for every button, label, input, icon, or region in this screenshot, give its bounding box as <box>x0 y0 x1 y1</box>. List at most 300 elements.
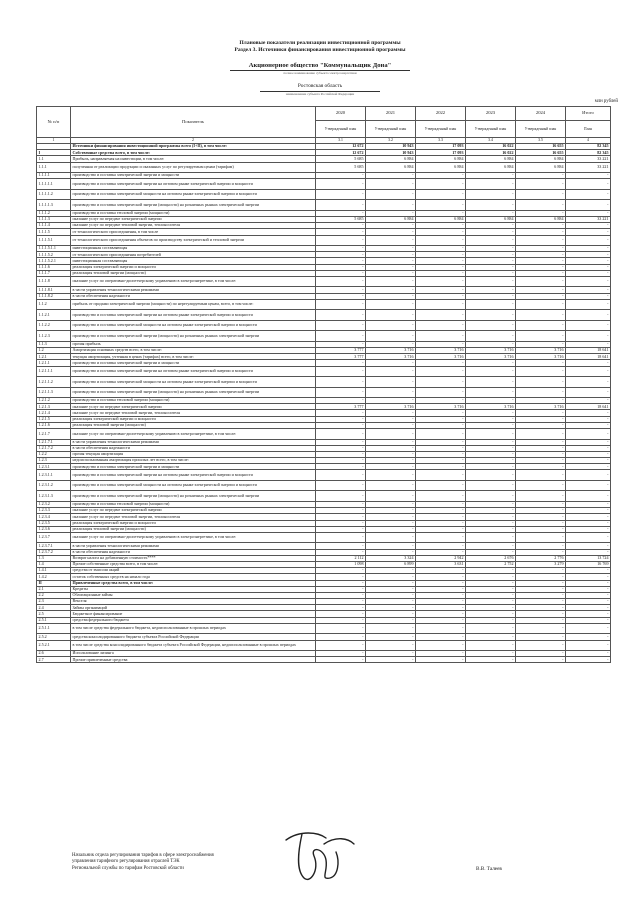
row-indicator-name: Прочие привлеченные средства <box>71 657 316 663</box>
row-year-value: - <box>516 586 566 592</box>
row-year-value: 3 716 <box>366 404 416 410</box>
row-code: 1.1.1.1.2 <box>37 189 71 200</box>
row-year-value: - <box>516 611 566 617</box>
row-total-value: - <box>566 445 611 451</box>
row-year-value: - <box>316 422 366 428</box>
row-indicator-name: полученная от реализации продукции и оказанных услуг по регулируемым ценам (тарифам) <box>71 162 316 173</box>
row-year-value: - <box>366 574 416 580</box>
row-indicator-name: производство и поставка электрической энергии на оптовом рынке электрической энергии и мощности <box>71 179 316 190</box>
row-year-value: - <box>366 299 416 310</box>
row-year-value: 3 716 <box>366 348 416 354</box>
row-total-value: 13 724 <box>566 555 611 561</box>
row-code: 1.2.3.7 <box>37 532 71 543</box>
row-year-value: - <box>466 252 516 258</box>
row-year-value: - <box>316 508 366 514</box>
row-total-value: - <box>566 611 611 617</box>
row-indicator-name: Источники финансирования инвестиционной программы всего (I+II), в том числе: <box>71 144 316 150</box>
row-code: 1.2.1 <box>37 354 71 360</box>
row-indicator-name: в части управления технологическими режимами <box>71 287 316 293</box>
row-year-value: - <box>366 179 416 190</box>
row-total-value: - <box>566 310 611 321</box>
row-code: 1.1.1.4 <box>37 223 71 229</box>
row-total-value: - <box>566 429 611 440</box>
row-total-value: - <box>566 223 611 229</box>
row-year-value: - <box>466 173 516 179</box>
row-code: 1.2.3.7.2 <box>37 549 71 555</box>
column-subheader: Утвержденный план <box>316 121 366 138</box>
row-year-value: - <box>416 410 466 416</box>
row-year-value: - <box>466 377 516 388</box>
row-code: 1.1.1.1 <box>37 173 71 179</box>
row-year-value: 3 716 <box>466 354 516 360</box>
row-year-value: - <box>516 293 566 299</box>
row-year-value: - <box>516 543 566 549</box>
column-number: 2 <box>71 138 316 144</box>
row-total-value: - <box>566 246 611 252</box>
row-year-value: - <box>516 287 566 293</box>
row-code: 1.2 <box>37 348 71 354</box>
row-total-value: - <box>566 179 611 190</box>
signer-name: В.В. Талеев <box>476 866 502 872</box>
row-year-value: - <box>466 458 516 464</box>
row-code: 1.2.2 <box>37 451 71 457</box>
column-number: 3.5 <box>516 138 566 144</box>
row-year-value: - <box>366 501 416 507</box>
row-code: 1.2.3.4 <box>37 514 71 520</box>
row-year-value: - <box>316 366 366 377</box>
row-year-value: - <box>516 470 566 481</box>
row-total-value: - <box>566 491 611 502</box>
row-year-value: - <box>466 599 516 605</box>
row-year-value: - <box>416 617 466 623</box>
row-total-value: - <box>566 416 611 422</box>
row-year-value: - <box>466 276 516 287</box>
row-indicator-name: реализация электрической энергии и мощности <box>71 520 316 526</box>
row-year-value: - <box>466 592 516 598</box>
row-year-value: - <box>416 331 466 342</box>
row-year-value: - <box>416 480 466 491</box>
row-indicator-name: Облигационные займы <box>71 592 316 598</box>
row-code: 1.2.1.2 <box>37 398 71 404</box>
table-row <box>37 235 611 246</box>
row-total-value: - <box>566 580 611 586</box>
row-year-value: - <box>516 580 566 586</box>
row-year-value: - <box>416 422 466 428</box>
row-year-value: - <box>416 264 466 270</box>
row-year-value: - <box>366 270 416 276</box>
row-indicator-name: в части обеспечения надежности <box>71 293 316 299</box>
row-year-value: - <box>516 331 566 342</box>
region-caption: наименование субъекта Российской Федерации <box>285 92 355 96</box>
row-year-value: - <box>466 464 516 470</box>
row-year-value: - <box>366 526 416 532</box>
row-total-value: - <box>566 451 611 457</box>
row-year-value: - <box>316 464 366 470</box>
row-year-value: - <box>516 532 566 543</box>
row-year-value: - <box>466 310 516 321</box>
row-indicator-name: Привлеченные средства всего, в том числе: <box>71 580 316 586</box>
row-year-value: - <box>316 223 366 229</box>
column-header-indicator: Показатель <box>71 107 316 138</box>
row-year-value: - <box>466 270 516 276</box>
row-year-value: - <box>516 657 566 663</box>
row-year-value: - <box>516 341 566 347</box>
row-year-value: - <box>316 657 366 663</box>
row-year-value: - <box>366 480 416 491</box>
row-year-value: - <box>316 592 366 598</box>
row-year-value: - <box>316 416 366 422</box>
financing-sources-table <box>36 106 611 663</box>
row-code: 1.1.1.5.2.1 <box>37 258 71 264</box>
row-year-value: - <box>516 366 566 377</box>
row-year-value: 6 899 <box>366 561 416 567</box>
row-year-value: - <box>316 491 366 502</box>
row-indicator-name: оказание услуг по оперативно-диспетчерскому управлению в электроэнергетике, в том числе: <box>71 276 316 287</box>
row-year-value: - <box>316 310 366 321</box>
row-total-value: - <box>566 464 611 470</box>
row-year-value: - <box>366 387 416 398</box>
row-year-value: - <box>466 331 516 342</box>
row-year-value: - <box>366 592 416 598</box>
row-year-value: - <box>466 651 516 657</box>
table-row <box>37 189 611 200</box>
row-indicator-name: оказание услуг по передаче тепловой энергии, теплоносителя <box>71 514 316 520</box>
row-year-value: - <box>366 623 416 634</box>
row-year-value: - <box>516 235 566 246</box>
row-indicator-name: производство и поставка электрической энергии на оптовом рынке электрической энергии и мощности <box>71 470 316 481</box>
row-year-value: - <box>316 651 366 657</box>
table-row <box>37 200 611 211</box>
row-year-value: - <box>316 458 366 464</box>
row-year-value: - <box>366 586 416 592</box>
row-year-value: - <box>466 264 516 270</box>
row-year-value: - <box>416 640 466 651</box>
row-year-value: - <box>366 580 416 586</box>
row-year-value: - <box>466 189 516 200</box>
row-code: II <box>37 580 71 586</box>
row-year-value: - <box>316 520 366 526</box>
row-total-value: - <box>566 320 611 331</box>
row-code: 2.5.1 <box>37 617 71 623</box>
row-total-value: - <box>566 599 611 605</box>
row-year-value: - <box>366 445 416 451</box>
row-indicator-name: производство и поставка электрической энергии и мощности <box>71 173 316 179</box>
row-year-value: - <box>516 605 566 611</box>
row-year-value: - <box>416 657 466 663</box>
row-year-value: - <box>316 299 366 310</box>
row-year-value: - <box>516 634 566 640</box>
row-code: 1.1.2.2 <box>37 320 71 331</box>
row-indicator-name: прочая текущая амортизация <box>71 451 316 457</box>
row-total-value: - <box>566 543 611 549</box>
row-year-value: 2 676 <box>466 555 516 561</box>
row-year-value: - <box>416 526 466 532</box>
row-code: 2.5.1.1 <box>37 623 71 634</box>
row-year-value: - <box>416 416 466 422</box>
row-year-value: - <box>366 464 416 470</box>
organization-name: Акционерное общество "Коммунальщик Дона" <box>230 62 410 71</box>
row-year-value: - <box>316 331 366 342</box>
row-indicator-name: оказание услуг по оперативно-диспетчерскому управлению в электроэнергетике, в том числе: <box>71 429 316 440</box>
row-code: 1.2.3.2 <box>37 501 71 507</box>
row-year-value: 16 022 <box>466 144 516 150</box>
row-year-value: - <box>366 416 416 422</box>
row-code: 1.2.1.3 <box>37 404 71 410</box>
row-year-value: - <box>366 491 416 502</box>
table-row <box>37 179 611 190</box>
row-year-value: - <box>516 508 566 514</box>
row-year-value: - <box>466 179 516 190</box>
row-code: 1.1.1.5.2 <box>37 252 71 258</box>
row-year-value: - <box>416 605 466 611</box>
row-code: 1.1.2.1 <box>37 310 71 321</box>
row-year-value: - <box>316 605 366 611</box>
row-year-value: - <box>516 258 566 264</box>
row-year-value: 16 655 <box>516 144 566 150</box>
row-year-value: - <box>316 480 366 491</box>
table-row <box>37 320 611 331</box>
row-year-value: - <box>316 320 366 331</box>
row-indicator-name: средства консолидированного бюджета субъекта Российской Федерации <box>71 634 316 640</box>
row-year-value: - <box>316 568 366 574</box>
row-code: 1.2.1.1.3 <box>37 387 71 398</box>
row-year-value: - <box>416 299 466 310</box>
row-indicator-name: реализация тепловой энергии (мощности) <box>71 526 316 532</box>
row-year-value: - <box>416 470 466 481</box>
row-code: 1.1.1.1.3 <box>37 200 71 211</box>
row-code: 1.1.1.7 <box>37 270 71 276</box>
row-year-value: - <box>366 470 416 481</box>
row-year-value: - <box>316 258 366 264</box>
row-year-value: 6 884 <box>416 216 466 222</box>
row-year-value: - <box>366 398 416 404</box>
row-indicator-name: в части обеспечения надежности <box>71 549 316 555</box>
row-year-value: - <box>416 580 466 586</box>
row-year-value: - <box>316 264 366 270</box>
row-year-value: 3 716 <box>466 404 516 410</box>
row-year-value: - <box>516 480 566 491</box>
row-year-value: - <box>366 246 416 252</box>
table-row <box>37 331 611 342</box>
row-total-value: - <box>566 458 611 464</box>
table-row <box>37 470 611 481</box>
row-code: 2.1 <box>37 586 71 592</box>
row-year-value: 2 752 <box>466 561 516 567</box>
row-year-value: - <box>416 514 466 520</box>
row-indicator-name: инвестиционная составляющая <box>71 258 316 264</box>
organization-caption: полное наименование субъекта электроэнергетики <box>283 71 357 75</box>
row-indicator-name: производство и поставка тепловой энергии (мощности) <box>71 398 316 404</box>
row-year-value: - <box>466 526 516 532</box>
row-year-value: 6 884 <box>466 216 516 222</box>
row-year-value: - <box>316 586 366 592</box>
row-indicator-name: Бюджетное финансирование <box>71 611 316 617</box>
row-year-value: - <box>366 331 416 342</box>
table-row <box>37 480 611 491</box>
row-year-value: - <box>316 252 366 258</box>
column-subheader: Утвержденный план <box>416 121 466 138</box>
row-year-value: - <box>416 549 466 555</box>
row-year-value: 5 685 <box>316 156 366 162</box>
row-total-value: - <box>566 526 611 532</box>
row-indicator-name: средства от эмиссии акций <box>71 568 316 574</box>
row-year-value: - <box>516 445 566 451</box>
table-row <box>37 377 611 388</box>
row-year-value: - <box>416 276 466 287</box>
table-row <box>37 623 611 634</box>
row-indicator-name: от технологического присоединения потребителей <box>71 252 316 258</box>
row-code: 1.1.2.3 <box>37 331 71 342</box>
row-code: 1.1.1.5 <box>37 229 71 235</box>
row-year-value: - <box>416 634 466 640</box>
row-indicator-name: реализация электрической энергии и мощности <box>71 264 316 270</box>
row-year-value: - <box>416 189 466 200</box>
row-total-value: - <box>566 470 611 481</box>
row-year-value: - <box>316 189 366 200</box>
row-year-value: - <box>466 470 516 481</box>
table-row <box>37 366 611 377</box>
row-year-value: - <box>516 464 566 470</box>
row-year-value: - <box>416 229 466 235</box>
table-row <box>37 162 611 173</box>
row-year-value: - <box>316 235 366 246</box>
row-year-value: - <box>516 264 566 270</box>
row-year-value: - <box>466 360 516 366</box>
row-year-value: - <box>416 574 466 580</box>
row-year-value: - <box>366 422 416 428</box>
row-indicator-name: Использование лизинга <box>71 651 316 657</box>
row-total-value: - <box>566 252 611 258</box>
row-year-value: - <box>466 439 516 445</box>
row-year-value: - <box>316 580 366 586</box>
row-year-value: - <box>416 532 466 543</box>
row-year-value: 6 884 <box>366 156 416 162</box>
row-code: 1.2.3.1.1 <box>37 470 71 481</box>
row-indicator-name: в том числе средства федерального бюджета, недоиспользованные в прошлых периодах <box>71 623 316 634</box>
row-year-value: - <box>466 543 516 549</box>
column-header-total: Итого <box>566 107 611 121</box>
row-code: 1.2.1.1 <box>37 360 71 366</box>
column-header-year: 2020 <box>316 107 366 121</box>
table-body <box>37 144 611 663</box>
row-indicator-name: производство и поставка электрической энергии и мощности <box>71 464 316 470</box>
row-year-value: - <box>516 439 566 445</box>
row-year-value: - <box>516 179 566 190</box>
row-year-value: - <box>416 568 466 574</box>
row-year-value: - <box>366 532 416 543</box>
column-header-year: 2023 <box>466 107 516 121</box>
row-year-value: - <box>366 223 416 229</box>
row-year-value: - <box>466 229 516 235</box>
row-year-value: - <box>416 623 466 634</box>
table-row <box>37 532 611 543</box>
row-total-value: - <box>566 264 611 270</box>
row-year-value: - <box>466 520 516 526</box>
row-code: 1.4.2 <box>37 574 71 580</box>
row-code: 1.1.1.3 <box>37 216 71 222</box>
row-year-value: - <box>366 599 416 605</box>
row-year-value: - <box>516 377 566 388</box>
row-indicator-name: в части управления технологическими режимами <box>71 543 316 549</box>
row-total-value: - <box>566 229 611 235</box>
column-subheader: Утвержденный план <box>466 121 516 138</box>
row-year-value: - <box>416 200 466 211</box>
row-year-value: - <box>516 599 566 605</box>
row-year-value: - <box>366 640 416 651</box>
row-total-value: 33 221 <box>566 162 611 173</box>
row-year-value: - <box>466 210 516 216</box>
row-year-value: 6 884 <box>466 162 516 173</box>
row-year-value: 3 777 <box>316 354 366 360</box>
document-title: Плановые показатели реализации инвестиционной программы <box>239 40 401 46</box>
row-year-value: - <box>366 287 416 293</box>
row-year-value: - <box>466 586 516 592</box>
row-code: 1.2.1.4 <box>37 410 71 416</box>
row-year-value: - <box>366 366 416 377</box>
row-year-value: - <box>516 491 566 502</box>
row-year-value: 6 884 <box>516 156 566 162</box>
row-indicator-name: Амортизация основных средств всего, в том числе: <box>71 348 316 354</box>
row-year-value: 3 324 <box>366 555 416 561</box>
row-code: 1.1.2 <box>37 299 71 310</box>
row-year-value: - <box>366 605 416 611</box>
row-year-value: - <box>416 458 466 464</box>
row-indicator-name: Кредиты <box>71 586 316 592</box>
row-year-value: - <box>466 640 516 651</box>
column-number: 4 <box>566 138 611 144</box>
row-year-value: - <box>466 580 516 586</box>
row-year-value: - <box>316 270 366 276</box>
row-total-value: - <box>566 592 611 598</box>
row-indicator-name: производство и поставка электрической энергии на оптовом рынке электрической энергии и мощности <box>71 310 316 321</box>
row-year-value: 17 093 <box>416 150 466 156</box>
row-code: 1.1.1.8 <box>37 276 71 287</box>
row-year-value: - <box>516 617 566 623</box>
row-year-value: - <box>316 501 366 507</box>
table-row <box>37 299 611 310</box>
row-year-value: - <box>366 341 416 347</box>
row-indicator-name: Прибыль, направляемая на инвестиции, в том числе: <box>71 156 316 162</box>
row-year-value: - <box>316 293 366 299</box>
column-number: 3.1 <box>316 138 366 144</box>
header-row-years <box>37 107 611 121</box>
row-year-value: - <box>516 252 566 258</box>
row-total-value: - <box>566 501 611 507</box>
row-year-value: - <box>466 200 516 211</box>
row-indicator-name: Займы организаций <box>71 605 316 611</box>
row-indicator-name: производство и поставка электрической энергии (мощности) на розничных рынках электрической энергии <box>71 331 316 342</box>
row-year-value: - <box>366 377 416 388</box>
row-year-value: 5 685 <box>316 216 366 222</box>
row-year-value: - <box>366 543 416 549</box>
row-year-value: - <box>466 429 516 440</box>
row-year-value: - <box>416 210 466 216</box>
row-code: 1.2.3.1 <box>37 464 71 470</box>
row-indicator-name: Прочие собственные средства всего, в том числе: <box>71 561 316 567</box>
row-year-value: - <box>466 299 516 310</box>
row-year-value: - <box>316 526 366 532</box>
row-indicator-name: производство и поставка тепловой энергии (мощности) <box>71 501 316 507</box>
row-year-value: - <box>416 599 466 605</box>
row-indicator-name: производство и поставка электрической энергии на оптовом рынке электрической энергии и мощности <box>71 366 316 377</box>
row-year-value: - <box>366 293 416 299</box>
row-year-value: - <box>466 568 516 574</box>
row-year-value: 3 631 <box>416 561 466 567</box>
row-code: 2.4 <box>37 605 71 611</box>
row-year-value: - <box>466 422 516 428</box>
row-year-value: 10 943 <box>366 150 416 156</box>
row-year-value: - <box>316 532 366 543</box>
